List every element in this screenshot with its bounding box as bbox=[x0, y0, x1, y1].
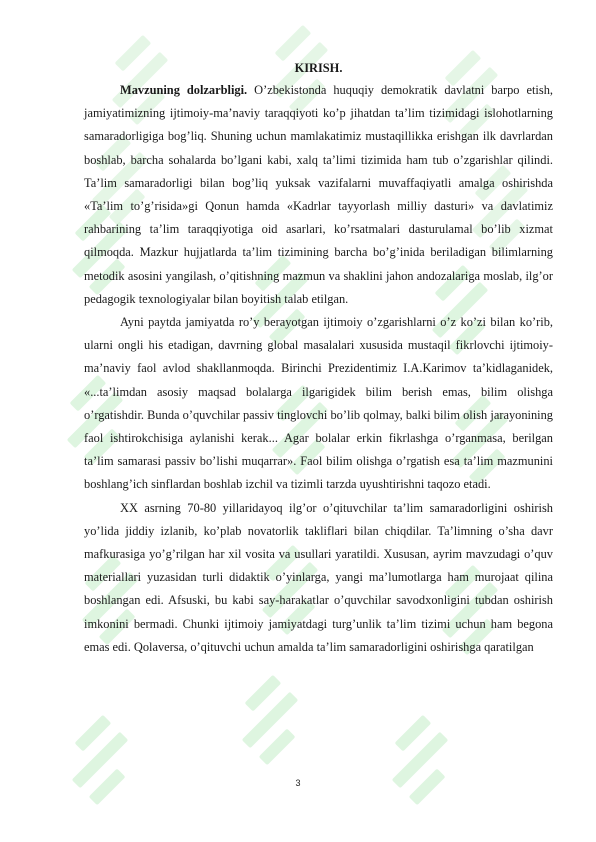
watermark-mark-center-4 bbox=[225, 675, 316, 766]
watermark-mark-left-4 bbox=[55, 715, 146, 806]
document-page bbox=[84, 58, 553, 659]
paragraph-history: XX asrning 70-80 yillaridayoq ilg’or o’qituvchilar ta’lim samaradorligini oshirish yo’lida jiddiy izlanib, ko’plab novatorlik takliflari bilan chiqdilar. Ta’limning o’sha davr mafkurasiga yo’g’rilgan har xil vosita va usullari yaratildi. Xususan, ayrim mavzudagi o’quv materiallari yuzasidan turli didaktik o’yinlarga, yangi ma’lumotlarga ham murojaat qilina boshlangan edi. Afsuski, bu kabi say-harakatlar o’quvchilar savodxonligini tubdan oshirish imkonini bermadi. Chunki ijtimoiy jamiyatdagi turg’unlik ta’lim tizimi uchun ham begona emas edi. Qolaversa, o’qituvchi uchun amalda ta’lim samaradorligini oshirishga qaratilgan bbox=[84, 500, 553, 654]
document-title: KIRISH. bbox=[294, 61, 343, 75]
paragraph-relevance bbox=[84, 79, 553, 311]
watermark-mark-right-4 bbox=[375, 715, 466, 806]
paragraph-lead-heading: Mavzuning dolzarbligi. bbox=[120, 83, 248, 97]
paragraph-society: Ayni paytda jamiyatda ro’y berayotgan ijtimoiy o’zgarishlarni o’z ko’zi bilan ko’rib, ularni ongli his etadigan, davrning global masalalari xususida mustaqil fikrlovchi ijtimoiy-ma’naviy faol avlod shakllanmoqda. Birinchi Prezidentimiz I.A.Karimov ta’kidlaganidek, «...ta’limdan asosiy maqsad bolalarga ilgarigidek bilim berish emas, bilim olishga o’rgatishdir. Bunda o’quvchilar passiv tinglovchi bo’lib qolmay, balki bilim olish jarayonining faol ishtirokchisiga aylanishi kerak... Agar bolalar erkin fikrlashga o’rganmasa, berilgan ta’lim samarasi passiv bo’lishi muqarrar». Faol bilim olishga o’rgatish esa ta’lim mazmunini boshlang’ich sinflardan boshlab izchil va tizimli tarzda uyushtirishni taqozo etadi. bbox=[84, 315, 553, 492]
page-number: 3 bbox=[295, 778, 301, 788]
paragraph-text: O’zbekistonda huquqiy demokratik davlatni barpo etish, jamiyatimizning ijtimoiy-ma’naviy taraqqiyoti ko’p jihatdan ta’lim tizimidagi islohotlarning samaradorligiga bog’liq. Shuning uchun mamlakatimiz mustaqillikka erishgan ilk davrlardan boshlab, barcha sohalarda bo’lgani kabi, xalq ta’limi tizimida ham tub o’zgarishlar qilindi. Ta’lim samaradorligi bilan bog’liq yuksak vazifalarni muvaffaqiyatli amalga oshirishda «Ta’lim to’g’risida»gi Qonun hamda «Kadrlar tayyorlash milliy dasturi» va davlatimiz rahbarining ta’lim taraqqiyotiga oid asarlari, ko’rsatmalari dasturulamal bo’lib xizmat qilmoqda. Mazkur hujjatlarda ta’lim tizimining barcha bo’g’inida beriladigan bilimlarning metodik asosini yangilash, o’qitishning mazmun va shaklini jahon andozalariga moslab, ilg’or pedagogik texnologiyalar bilan boyitish talab etilgan. bbox=[84, 83, 553, 306]
